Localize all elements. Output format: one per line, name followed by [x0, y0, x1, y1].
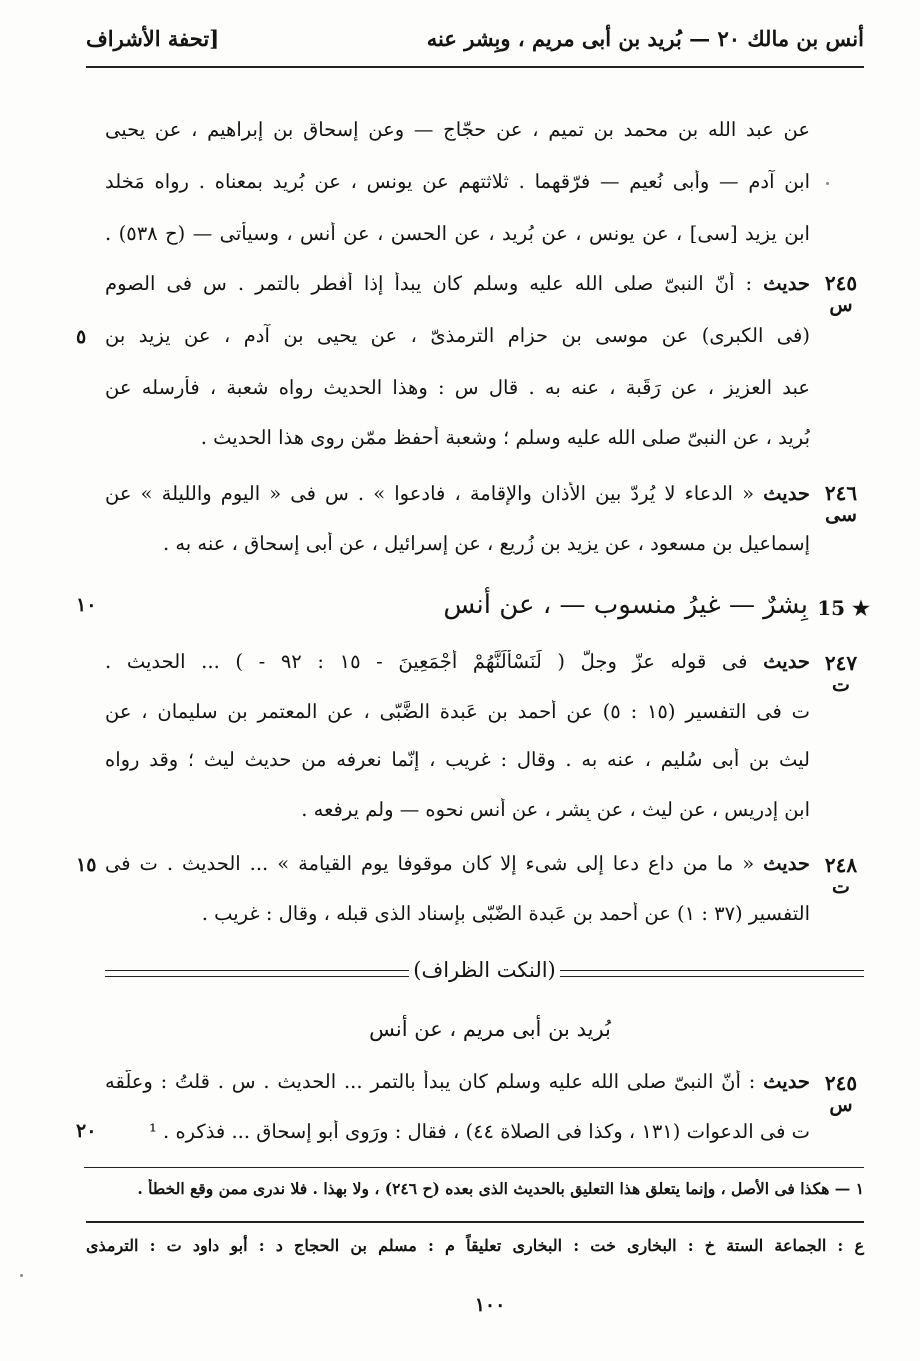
text-line: [105, 272, 810, 295]
divider-rule-left: [105, 970, 409, 977]
hadith-number: [810, 272, 872, 316]
page-number: ١٠٠: [474, 1294, 506, 1316]
text-line: [105, 852, 810, 875]
text-line-rest: : أنّ النبىّ صلى الله عليه وسلم كان يبدأ بالتمر ... الحديث . س . قلتُ : وعلّقه: [105, 1070, 764, 1093]
hadith-siglum: ت: [832, 876, 850, 898]
text-line-rest: فى قوله عزّ وجلّ ( لَنَسْأَلَنَّهُمْ أَجْمَعِينَ - ١٥ : ٩٢ - ) ... الحديث .: [105, 650, 764, 673]
hadith-siglum: ت: [832, 674, 850, 696]
hadith-number-value: ٢٤٦: [824, 481, 858, 505]
header-rule: [86, 66, 864, 68]
footnote: ١ — هكذا فى الأصل ، وإنما يتعلق هذا التعليق بالحديث الذى بعده (ح ٢٤٦) ، ولا بهذا . فلا ندرى ممن وقع الخطأ .: [137, 1179, 864, 1198]
hadith-number: [810, 652, 872, 696]
text-line: ابن إدريس ، عن ليث ، عن بِشر ، عن أنس نحوه — ولم يرفعه .: [301, 798, 810, 821]
text-line: التفسير (٣٧ : ١) عن أحمد بن عَبدة الضّبّى بإسناد الذى قبله ، وقال : غريب .: [201, 902, 810, 925]
hadith-keyword: حديث: [763, 852, 810, 875]
nukat-title: (النكت الظراف): [413, 958, 556, 982]
text-line: ابن يزيد [سى] ، عن يونس ، عن بُريد ، عن الحسن ، عن أنس ، وسيأتى — (ح ٥٣٨) .: [105, 222, 810, 245]
hadith-number: [810, 482, 872, 526]
running-header-right: أنس بن مالك ٢٠ — بُريد بن أبى مريم ، وبِشر عنه: [426, 26, 864, 51]
hadith-number-value: ٢٤٧: [824, 651, 858, 675]
text-line: ابن آدم — وأبى نُعيم — فرّقهما . ثلاثتهم عن يونس ، عن بُريد بمعناه . رواه مَخلد: [105, 170, 810, 193]
text-line: إسماعيل بن مسعود ، عن يزيد بن زُريع ، عن إسرائيل ، عن أبى إسحاق ، عنه به .: [162, 532, 810, 555]
text-line: [105, 650, 810, 673]
line-count-marker: ١٥: [76, 854, 97, 876]
nukat-subheading: بُريد بن أبى مريم ، عن أنس: [369, 1017, 611, 1041]
text-line: (فى الكبرى) عن موسى بن حزام الترمذىّ ، عن يحيى بن آدم ، عن يزيد بن: [105, 324, 810, 347]
hadith-number-value: ٢٤٥: [824, 1071, 858, 1095]
hadith-siglum: س: [829, 1094, 853, 1116]
text-line: ت فى التفسير (١٥ : ٥) عن أحمد بن عَبدة الضَّبّى ، عن المعتمر بن سليمان ، عن: [105, 700, 810, 723]
hadith-number: [810, 1072, 872, 1116]
hadith-number: [810, 854, 872, 898]
running-header-left: [تحفة الأشراف: [86, 26, 220, 51]
hadith-keyword: حديث: [763, 1070, 810, 1093]
legend-rule: [86, 1221, 864, 1223]
text-line: [105, 482, 810, 505]
text-line-rest: : أنّ النبىّ صلى الله عليه وسلم كان يبدأ إذا أفطر بالتمر . س فى الصوم: [105, 272, 764, 295]
text-line: [105, 1070, 810, 1093]
hadith-siglum: سى: [825, 504, 857, 526]
line-count-marker: ٢٠: [76, 1120, 97, 1142]
section-heading: بِشرٌ — غيرُ منسوب — ، عن أنس: [443, 590, 808, 620]
section-star-number: 15 ★: [817, 596, 870, 620]
divider-rule-right: [560, 970, 864, 977]
text-line: عبد العزيز ، عن رَقَبة ، عنه به . قال س : وهذا الحديث رواه شعبة ، فأرسله عن: [105, 376, 810, 399]
abbreviation-legend: ع : الجماعة الستة خ : البخارى خت : البخارى تعليقاً م : مسلم بن الحجاج د : أبو داود ت : الترمذى: [86, 1236, 865, 1255]
text-line: عن عبد الله بن محمد بن تميم ، عن حجّاج — وعن إسحاق بن إبراهيم ، عن يحيى: [105, 118, 810, 141]
hadith-keyword: حديث: [763, 272, 810, 295]
text-line-rest: « الدعاء لا يُردّ بين الأذان والإقامة ، فادعوا » . س فى « اليوم والليلة » عن: [105, 482, 764, 505]
hadith-number-value: ٢٤٥: [824, 271, 858, 295]
scan-speck: [826, 182, 829, 185]
nukat-divider: [105, 960, 864, 990]
footnote-rule: [84, 1167, 864, 1168]
hadith-number-value: ٢٤٨: [824, 853, 858, 877]
text-line-rest: « ما من داعٍ دعا إلى شىء إلا كان موقوفا يوم القيامة » ... الحديث . ت فى: [105, 852, 764, 875]
hadith-keyword: حديث: [763, 650, 810, 673]
text-line: ت فى الدعوات (١٣١ ، وكذا فى الصلاة ٤٤) ، فقال : ورَوى أبو إسحاق ... فذكره . ¹: [149, 1120, 810, 1143]
line-count-marker: ٥: [76, 326, 87, 348]
line-count-marker: ١٠: [76, 594, 97, 616]
hadith-siglum: س: [829, 294, 853, 316]
scan-speck: [20, 1274, 23, 1277]
text-line: ليث بن أبى سُليم ، عنه به . وقال : غريب ، إنّما نعرفه من حديث ليث ؛ وقد رواه: [105, 748, 810, 771]
hadith-keyword: حديث: [763, 482, 810, 505]
text-line: بُريد ، عن النبىّ صلى الله عليه وسلم ؛ وشعبة أحفظ ممّن روى هذا الحديث .: [200, 426, 810, 449]
